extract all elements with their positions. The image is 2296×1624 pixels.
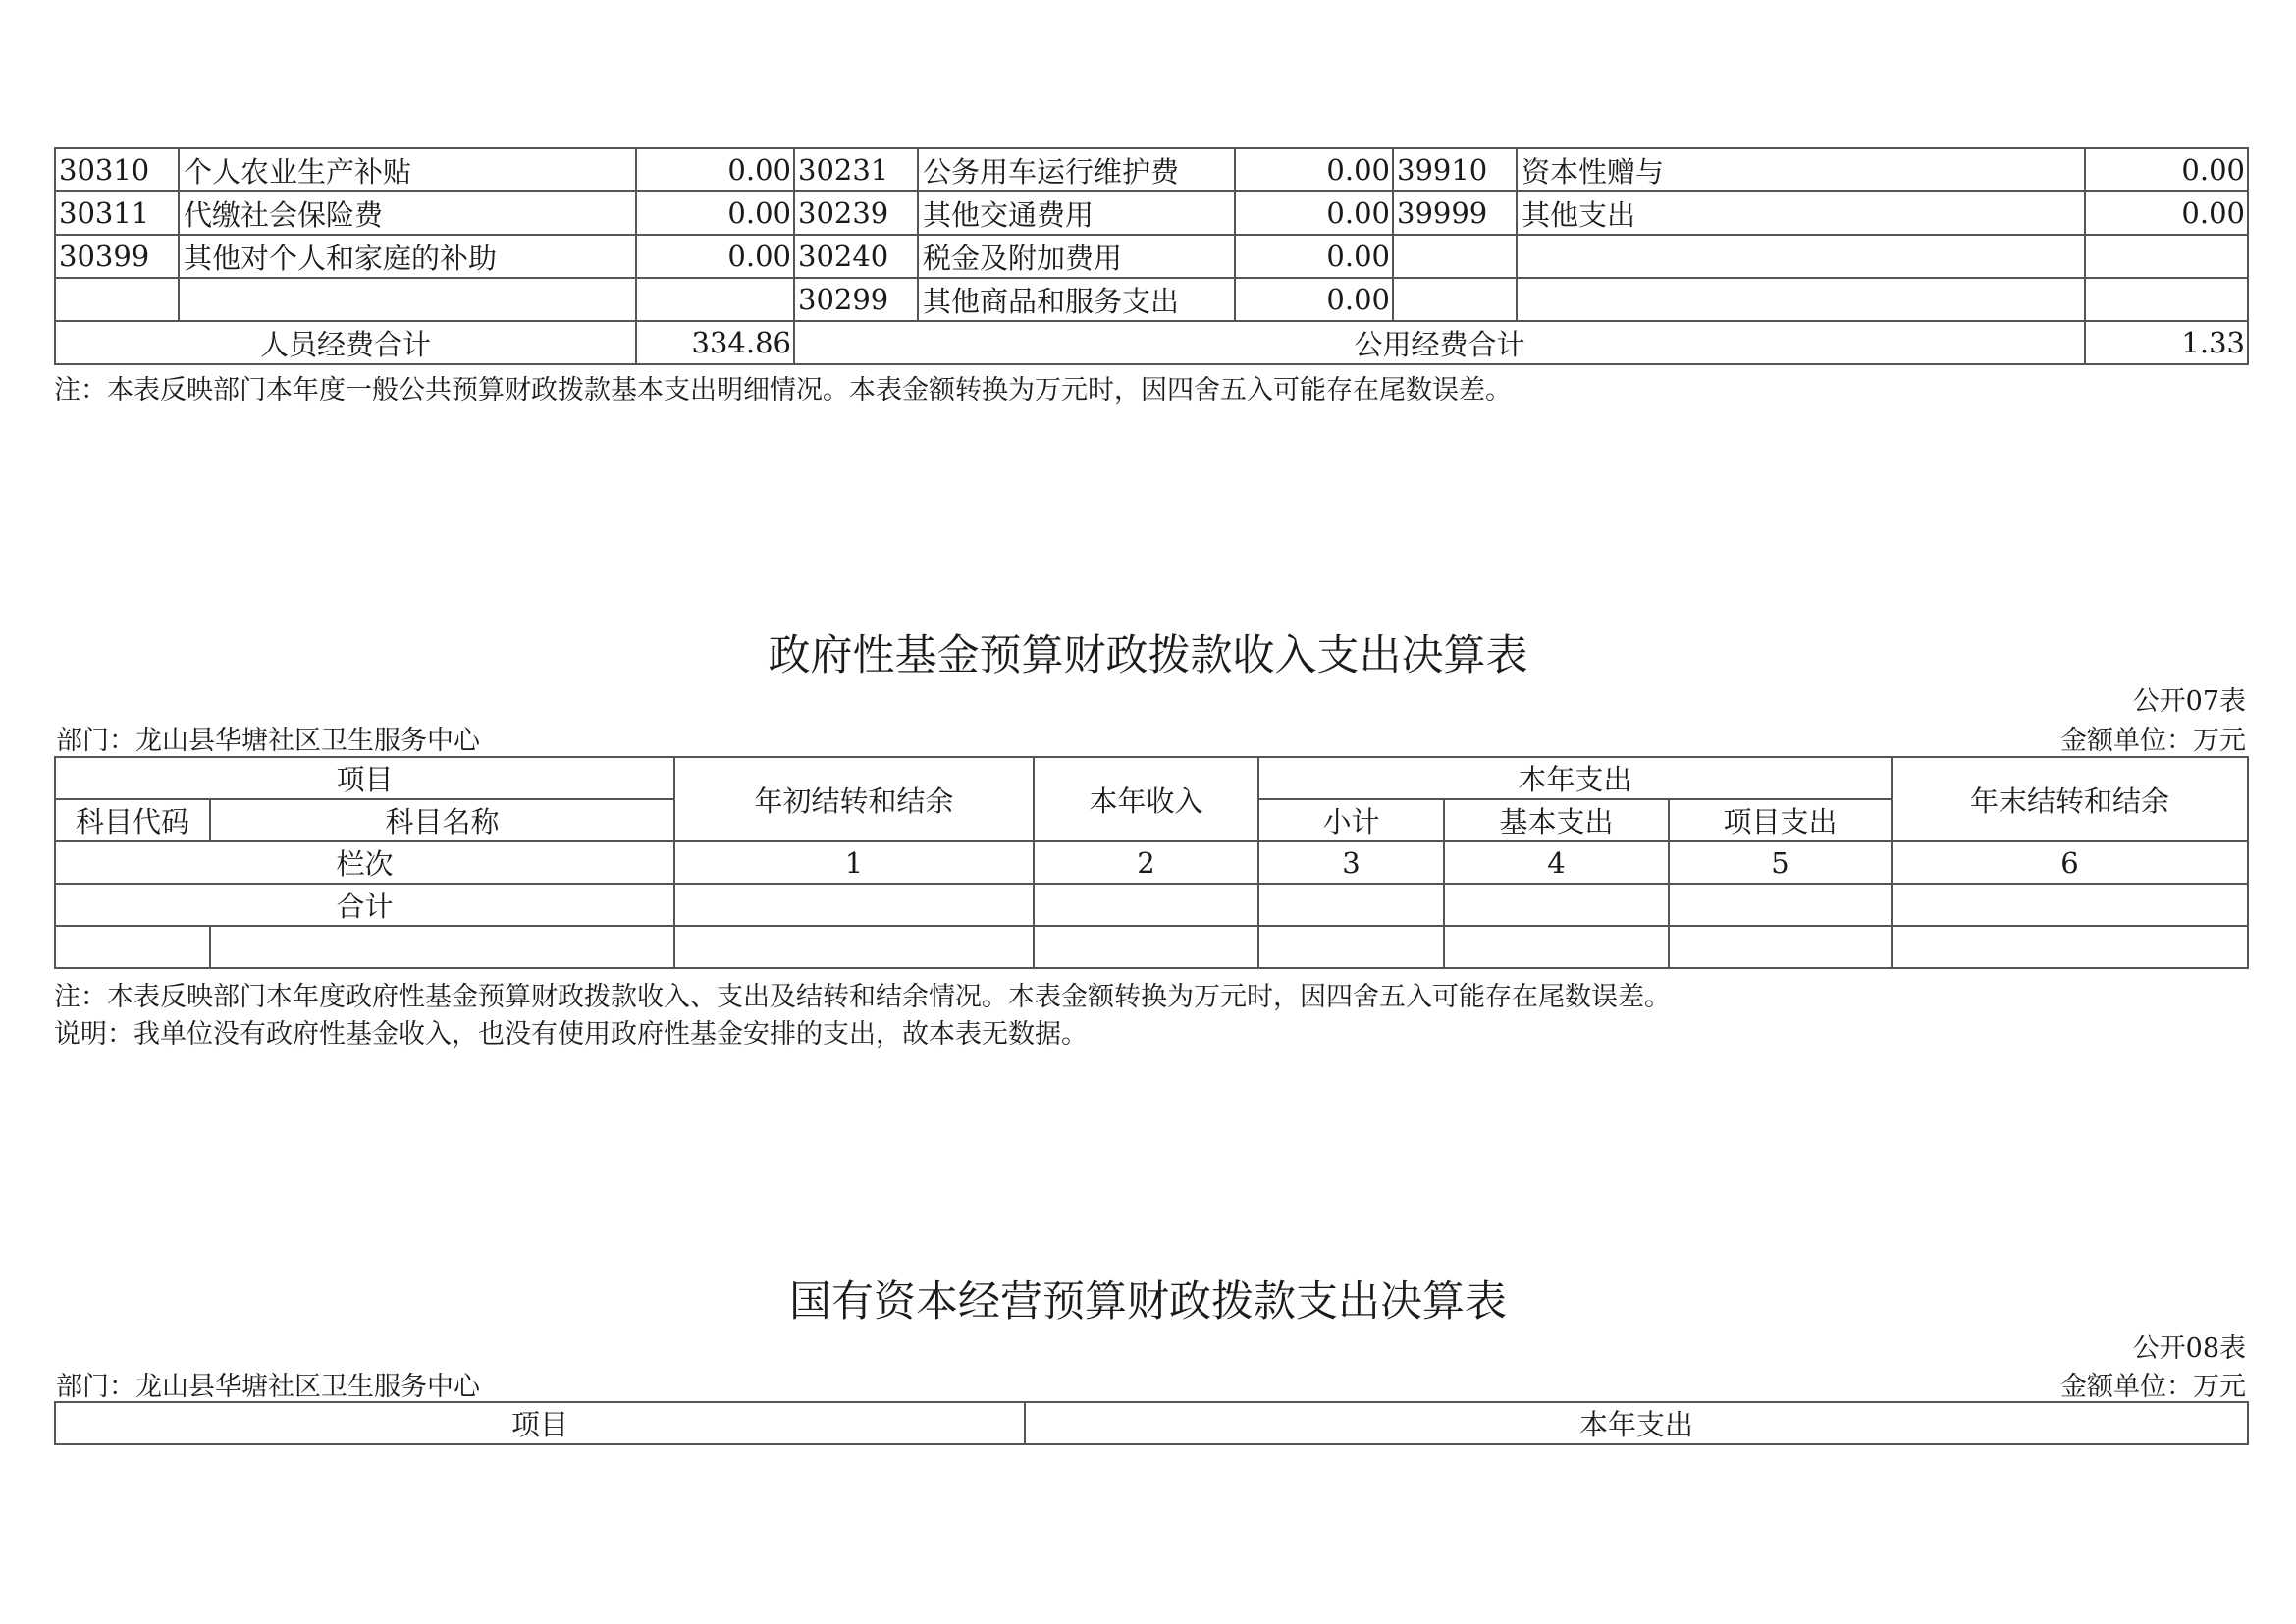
cell xyxy=(1517,278,2085,321)
column-index-label: 栏次 xyxy=(55,841,674,884)
cell: 30240 xyxy=(794,235,918,278)
column-index: 4 xyxy=(1444,841,1669,884)
header-project: 项目支出 xyxy=(1669,799,1892,841)
cell xyxy=(1517,235,2085,278)
cell: 0.00 xyxy=(636,235,794,278)
cell: 30311 xyxy=(55,191,179,235)
cell xyxy=(674,926,1034,968)
column-index-row xyxy=(55,841,2248,884)
section2-table-no: 公开07表 xyxy=(2132,686,2246,717)
cell: 0.00 xyxy=(1235,148,1393,191)
cell: 其他对个人和家庭的补助 xyxy=(179,235,636,278)
total-label: 合计 xyxy=(55,884,674,926)
table-row xyxy=(55,926,2248,968)
cell xyxy=(674,884,1034,926)
gov-fund-table xyxy=(54,756,2249,969)
section3-title: 国有资本经营预算财政拨款支出决算表 xyxy=(789,1277,1507,1326)
cell: 资本性赠与 xyxy=(1517,148,2085,191)
cell: 30231 xyxy=(794,148,918,191)
header-expense: 本年支出 xyxy=(1258,757,1892,799)
cell xyxy=(55,926,210,968)
total-row xyxy=(55,884,2248,926)
column-index: 5 xyxy=(1669,841,1892,884)
header-basic: 基本支出 xyxy=(1444,799,1669,841)
header-row xyxy=(55,757,2248,799)
cell xyxy=(636,278,794,321)
cell xyxy=(1892,926,2248,968)
cell xyxy=(55,278,179,321)
cell xyxy=(1393,278,1517,321)
cell: 公务用车运行维护费 xyxy=(918,148,1235,191)
cell: 其他支出 xyxy=(1517,191,2085,235)
table-row xyxy=(55,191,2248,235)
header-subtotal: 小计 xyxy=(1258,799,1444,841)
table-row xyxy=(55,148,2248,191)
cell: 39999 xyxy=(1393,191,1517,235)
personnel-total-value: 334.86 xyxy=(636,321,794,364)
cell: 税金及附加费用 xyxy=(918,235,1235,278)
cell xyxy=(2085,278,2248,321)
cell: 0.00 xyxy=(1235,278,1393,321)
public-total-label: 公用经费合计 xyxy=(794,321,2085,364)
section2-dept: 部门：龙山县华塘社区卫生服务中心 xyxy=(56,726,480,756)
cell: 0.00 xyxy=(636,148,794,191)
header-begin-balance: 年初结转和结余 xyxy=(674,757,1034,841)
cell: 0.00 xyxy=(1235,191,1393,235)
section3-dept: 部门：龙山县华塘社区卫生服务中心 xyxy=(56,1372,480,1402)
cell: 其他商品和服务支出 xyxy=(918,278,1235,321)
basic-expenditure-detail-table xyxy=(54,147,2249,365)
section2-explain: 说明：我单位没有政府性基金收入，也没有使用政府性基金安排的支出，故本表无数据。 xyxy=(54,1019,1088,1050)
header-subject-name: 科目名称 xyxy=(210,799,674,841)
public-total-value: 1.33 xyxy=(2085,321,2248,364)
cell: 0.00 xyxy=(2085,148,2248,191)
cell: 0.00 xyxy=(2085,191,2248,235)
totals-row xyxy=(55,321,2248,364)
cell: 0.00 xyxy=(636,191,794,235)
cell xyxy=(1034,926,1258,968)
cell xyxy=(1393,235,1517,278)
cell: 个人农业生产补贴 xyxy=(179,148,636,191)
header-income: 本年收入 xyxy=(1034,757,1258,841)
header-row xyxy=(55,1402,2248,1444)
cell xyxy=(1444,884,1669,926)
header-item: 项目 xyxy=(55,1402,1025,1444)
cell: 30239 xyxy=(794,191,918,235)
cell xyxy=(179,278,636,321)
section2-note: 注：本表反映部门本年度政府性基金预算财政拨款收入、支出及结转和结余情况。本表金额转换为万元时，因四舍五入可能存在尾数误差。 xyxy=(54,982,1671,1012)
cell xyxy=(210,926,674,968)
table1-note: 注：本表反映部门本年度一般公共预算财政拨款基本支出明细情况。本表金额转换为万元时，因四舍五入可能存在尾数误差。 xyxy=(54,375,1512,406)
cell: 其他交通费用 xyxy=(918,191,1235,235)
cell xyxy=(2085,235,2248,278)
cell xyxy=(1444,926,1669,968)
state-capital-table xyxy=(54,1401,2249,1445)
header-subject-code: 科目代码 xyxy=(55,799,210,841)
cell: 39910 xyxy=(1393,148,1517,191)
cell xyxy=(1892,884,2248,926)
cell: 代缴社会保险费 xyxy=(179,191,636,235)
column-index: 1 xyxy=(674,841,1034,884)
cell: 30299 xyxy=(794,278,918,321)
column-index: 3 xyxy=(1258,841,1444,884)
cell: 30399 xyxy=(55,235,179,278)
section2-title: 政府性基金预算财政拨款收入支出决算表 xyxy=(768,631,1528,680)
section3-unit: 金额单位：万元 xyxy=(2060,1372,2246,1402)
section2-unit: 金额单位：万元 xyxy=(2060,726,2246,756)
header-item: 项目 xyxy=(55,757,674,799)
section3-table-no: 公开08表 xyxy=(2132,1333,2246,1364)
cell xyxy=(1669,926,1892,968)
table-row xyxy=(55,235,2248,278)
column-index: 2 xyxy=(1034,841,1258,884)
header-end-balance: 年末结转和结余 xyxy=(1892,757,2248,841)
header-expense: 本年支出 xyxy=(1025,1402,2248,1444)
table-row xyxy=(55,278,2248,321)
cell xyxy=(1669,884,1892,926)
cell xyxy=(1258,884,1444,926)
column-index: 6 xyxy=(1892,841,2248,884)
cell xyxy=(1258,926,1444,968)
cell: 30310 xyxy=(55,148,179,191)
personnel-total-label: 人员经费合计 xyxy=(55,321,636,364)
cell xyxy=(1034,884,1258,926)
cell: 0.00 xyxy=(1235,235,1393,278)
